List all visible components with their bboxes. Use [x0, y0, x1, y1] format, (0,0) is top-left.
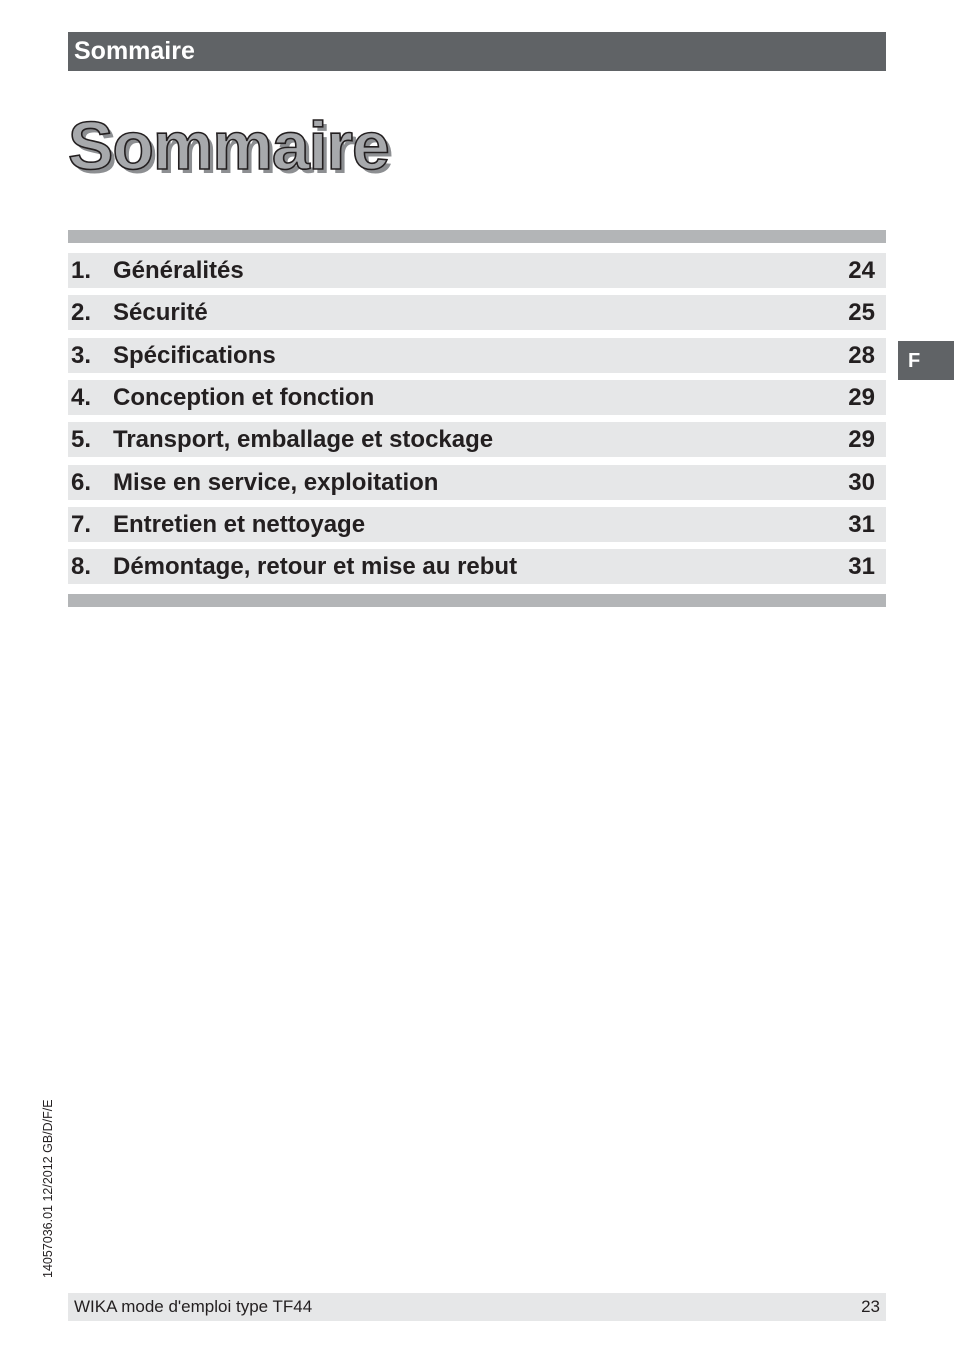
toc-item-title: Généralités	[113, 257, 244, 284]
toc-item-page: 31	[848, 553, 875, 580]
toc-item-number: 3.	[71, 342, 92, 369]
toc-item-1[interactable]	[68, 253, 886, 288]
toc-item-number: 7.	[71, 511, 92, 538]
toc-item-3[interactable]	[68, 338, 886, 373]
toc-item-title: Mise en service, exploitation	[113, 469, 439, 496]
bottom-divider	[68, 594, 886, 607]
top-divider	[68, 230, 886, 243]
toc-item-title: Transport, emballage et stockage	[113, 426, 494, 453]
toc-item-number: 1.	[71, 257, 92, 284]
document-code: 14057036.01 12/2012 GB/D/F/E	[41, 1099, 55, 1278]
toc-item-page: 24	[848, 257, 875, 284]
toc-item-4[interactable]	[68, 380, 886, 415]
toc-item-number: 5.	[71, 426, 92, 453]
toc-item-8[interactable]	[68, 549, 886, 584]
toc-item-title: Sécurité	[113, 299, 208, 326]
toc-item-page: 30	[848, 469, 875, 496]
footer-document-title: WIKA mode d'emploi type TF44	[74, 1297, 313, 1316]
toc-item-page: 28	[848, 342, 875, 369]
toc-item-page: 29	[848, 384, 875, 411]
language-tab	[898, 341, 954, 380]
toc-item-number: 2.	[71, 299, 92, 326]
header-title: Sommaire	[74, 37, 195, 65]
toc-item-number: 4.	[71, 384, 92, 411]
toc-item-title: Conception et fonction	[113, 384, 375, 411]
toc-item-page: 29	[848, 426, 875, 453]
toc-item-7[interactable]	[68, 507, 886, 542]
toc-item-page: 31	[848, 511, 875, 538]
language-tab-label: F	[908, 350, 921, 372]
header-bar	[68, 32, 886, 71]
footer-bar	[68, 1293, 886, 1321]
toc-item-5[interactable]	[68, 422, 886, 457]
toc-item-title: Entretien et nettoyage	[113, 511, 366, 538]
toc-item-title: Démontage, retour et mise au rebut	[113, 553, 518, 580]
toc-item-6[interactable]	[68, 465, 886, 500]
page-title: Sommaire	[68, 108, 389, 184]
toc-item-number: 6.	[71, 469, 92, 496]
toc-item-number: 8.	[71, 553, 92, 580]
toc-item-title: Spécifications	[113, 342, 276, 369]
footer-page-number: 23	[861, 1297, 880, 1316]
toc-item-page: 25	[848, 299, 875, 326]
toc-item-2[interactable]	[68, 295, 886, 330]
